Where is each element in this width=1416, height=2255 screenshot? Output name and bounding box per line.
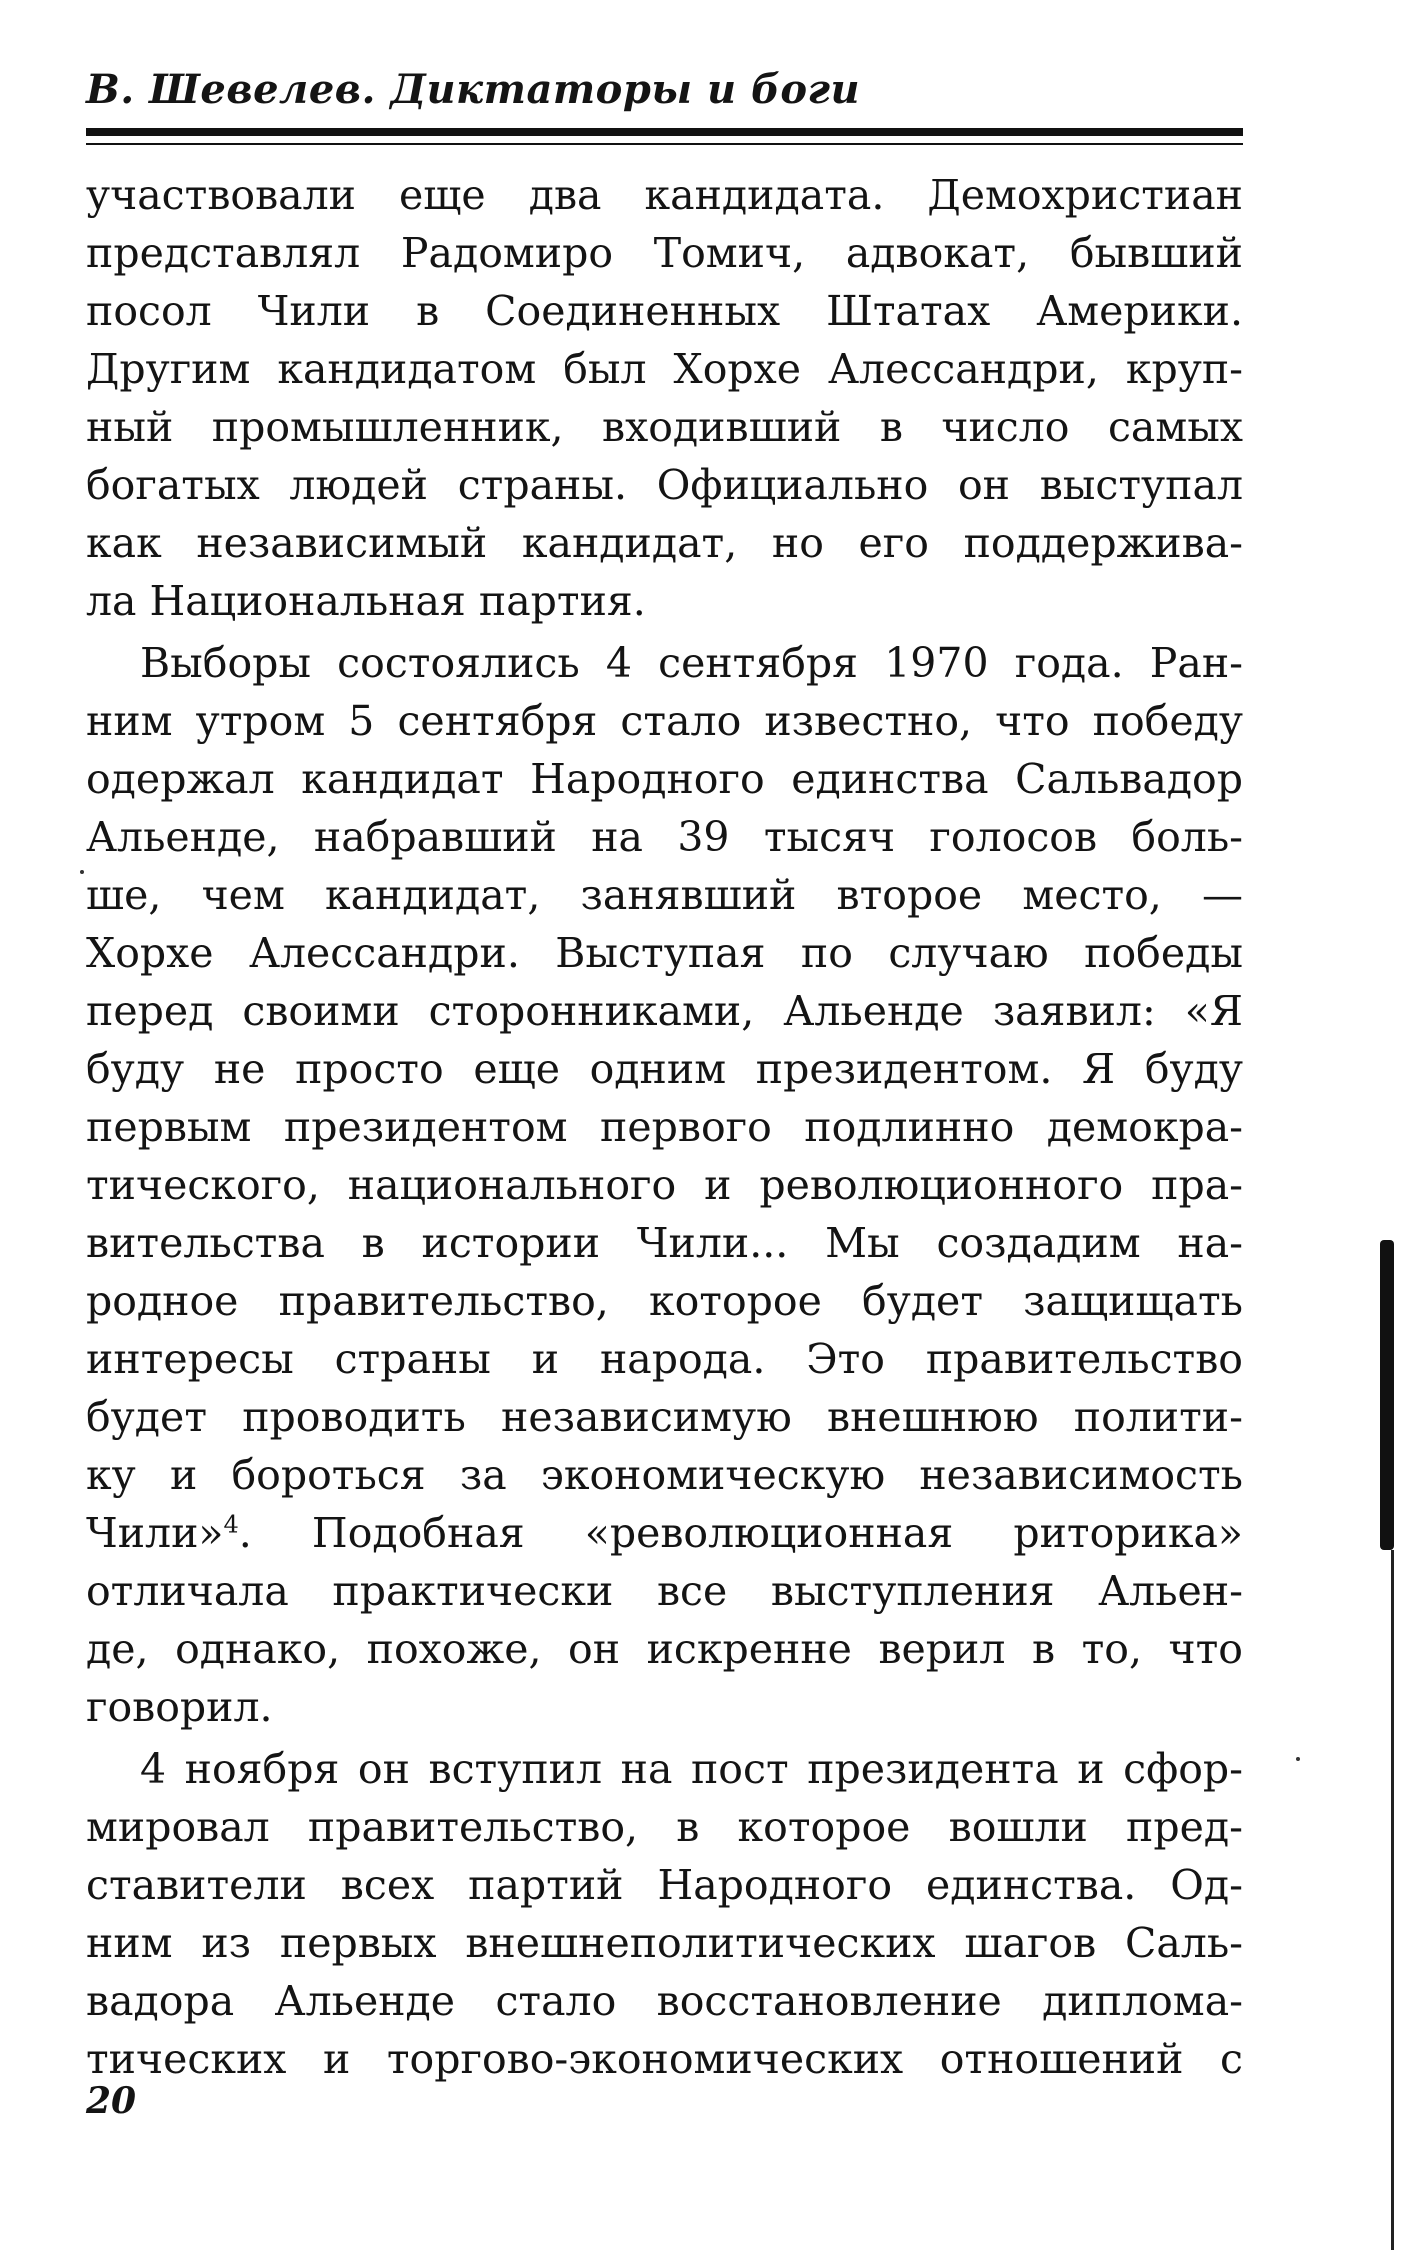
text-line: ше, чем кандидат, занявший второе место, — [86, 871, 1243, 919]
paragraph-2 [86, 634, 1243, 1736]
text-line: вительства в истории Чили... Мы создадим на- [86, 1219, 1243, 1267]
text-line: Хорхе Алессандри. Выступая по случаю победы [86, 929, 1243, 977]
text-line: тических и торгово-экономических отношений с [86, 2035, 1243, 2083]
text-line: ним утром 5 сентября стало известно, что победу [86, 697, 1243, 745]
paragraph-3 [86, 1740, 1243, 2088]
footnote-line-start: Чили» [86, 1509, 224, 1557]
text-line: Альенде, набравший на 39 тысяч голосов боль- [86, 813, 1243, 861]
text-line: будет проводить независимую внешнюю полити- [86, 1393, 1243, 1441]
text-line: ним из первых внешнеполитических шагов Саль- [86, 1919, 1243, 1967]
running-header-title: В. Шевелев. Диктаторы и боги [86, 66, 861, 113]
text-line: ла Национальная партия. [86, 577, 646, 625]
header-rule-thin [86, 143, 1243, 145]
text-line: интересы страны и народа. Это правительство [86, 1335, 1243, 1383]
text-line: говорил. [86, 1683, 273, 1731]
text-line: де, однако, похоже, он искренне верил в то, что [86, 1625, 1243, 1673]
scan-speck [1296, 1757, 1300, 1761]
footnote-reference: 4 [223, 1510, 239, 1539]
text-line: ставители всех партий Народного единства. Од- [86, 1861, 1243, 1909]
text-line: перед своими сторонниками, Альенде заявил: «Я [86, 987, 1243, 1035]
text-line: ку и бороться за экономическую независимость [86, 1451, 1243, 1499]
page-number: 20 [86, 2080, 137, 2122]
text-line-with-footnote [86, 1504, 1243, 1562]
text-line: посол Чили в Соединенных Штатах Америки. [86, 287, 1243, 335]
text-line: одержал кандидат Народного единства Сальвадор [86, 755, 1243, 803]
text-line: родное правительство, которое будет защищать [86, 1277, 1243, 1325]
text-line: вадора Альенде стало восстановление диплома- [86, 1977, 1243, 2025]
text-line: как независимый кандидат, но его поддержива- [86, 519, 1243, 567]
text-line: богатых людей страны. Официально он выступал [86, 461, 1243, 509]
text-line: ный промышленник, входивший в число самых [86, 403, 1243, 451]
body-text [86, 166, 1243, 2088]
text-line: тического, национального и революционного пра- [86, 1161, 1243, 1209]
scan-speck [80, 870, 84, 874]
scan-edge-line [1391, 1550, 1394, 2250]
text-line: 4 ноября он вступил на пост президента и сфор- [140, 1745, 1243, 1793]
text-line: Другим кандидатом был Хорхе Алессандри, круп- [86, 345, 1243, 393]
footnote-line-end: . Подобная «революционная риторика» [238, 1509, 1243, 1557]
paragraph-1 [86, 166, 1243, 630]
text-line: первым президентом первого подлинно демокра- [86, 1103, 1243, 1151]
scan-shadow-mark [1380, 1240, 1394, 1550]
text-line: представлял Радомиро Томич, адвокат, бывший [86, 229, 1243, 277]
text-line: Выборы состоялись 4 сентября 1970 года. Ран- [140, 639, 1243, 687]
text-line: участвовали еще два кандидата. Демохристиан [86, 171, 1243, 219]
header-rule-thick [86, 128, 1243, 136]
text-line: мировал правительство, в которое вошли пред- [86, 1803, 1243, 1851]
text-line: отличала практически все выступления Альен- [86, 1567, 1243, 1615]
text-line: буду не просто еще одним президентом. Я буду [86, 1045, 1243, 1093]
